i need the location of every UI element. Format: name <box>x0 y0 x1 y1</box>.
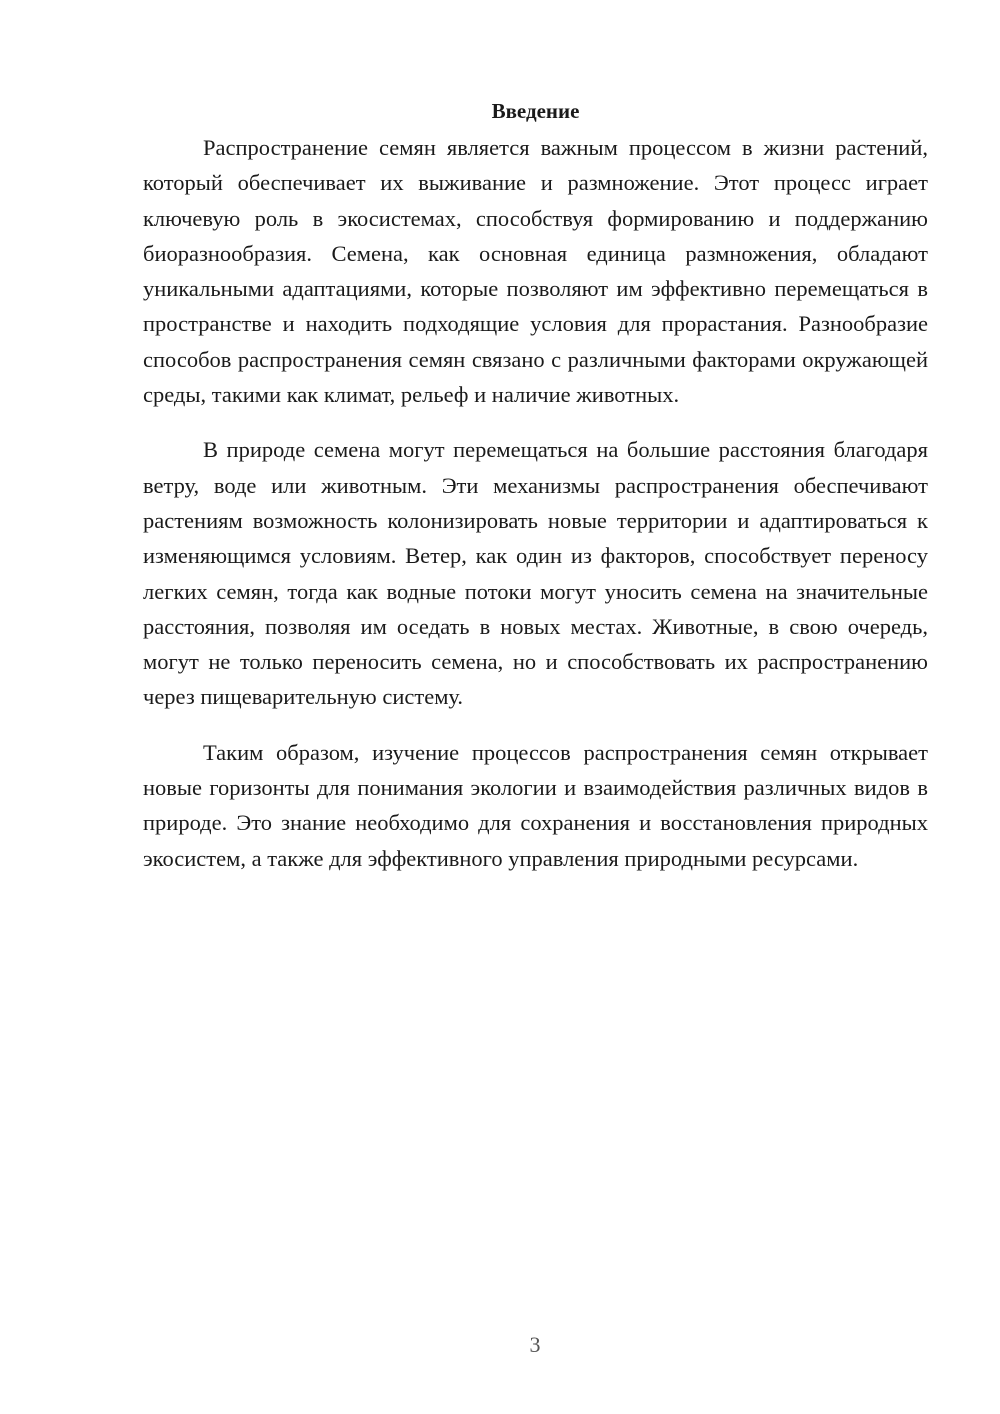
section-heading: Введение <box>491 99 580 123</box>
paragraph-2: В природе семена могут перемещаться на большие расстояния благодаря ветру, воде или животным. Эти механизмы распространения обеспечивают растениям возможность колонизировать новые территории и адаптироваться к изменяющимся условиям. Ветер, как один из факторов, способствует переносу легких семян, тогда как водные потоки могут уносить семена на значительные расстояния, позволяя им оседать в новых местах. Животные, в свою очередь, могут не только переносить семена, но и способствовать их распространению через пищеварительную систему. <box>143 437 928 710</box>
paragraph-1: Распространение семян является важным процессом в жизни растений, который обеспечивает их выживание и размножение. Этот процесс играет ключевую роль в экосистемах, способствуя формированию и поддержанию биоразнообразия. Семена, как основная единица размножения, обладают уникальными адаптациями, которые позволяют им эффективно перемещаться в пространстве и находить подходящие условия для прорастания. Разнообразие способов распространения семян связано с различными факторами окружающей среды, такими как климат, рельеф и наличие животных. <box>143 135 928 408</box>
paragraph-3: Таким образом, изучение процессов распространения семян открывает новые горизонты для понимания экологии и взаимодействия различных видов в природе. Это знание необходимо для сохранения и восстановления природных экосистем, а также для эффективного управления природными ресурсами. <box>143 739 928 871</box>
page-content <box>143 96 928 896</box>
page-number: 3 <box>529 1332 541 1357</box>
